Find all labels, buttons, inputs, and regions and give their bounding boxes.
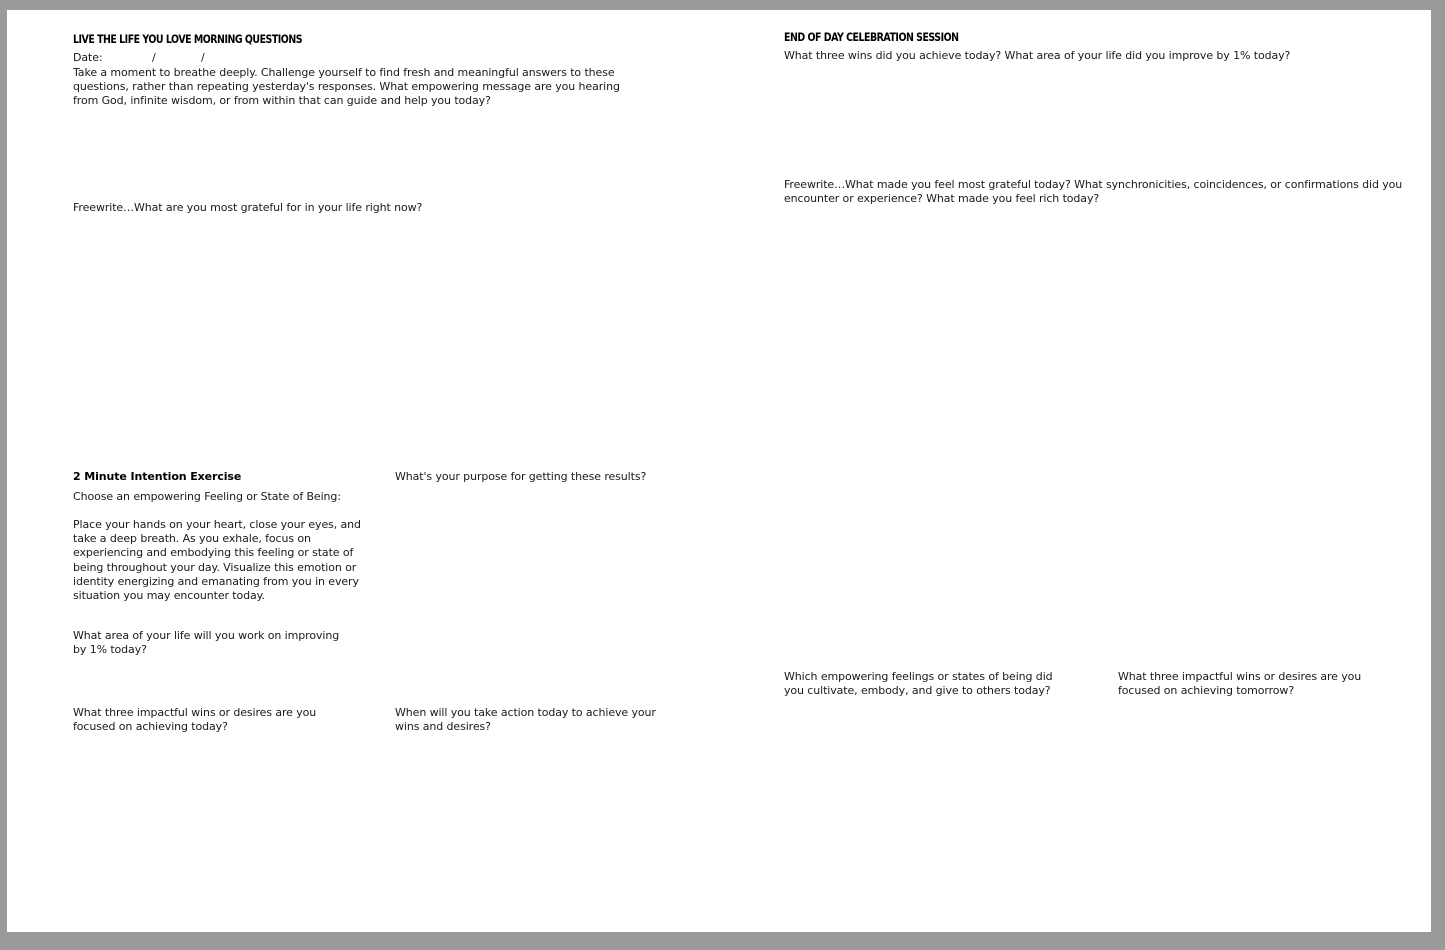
evening-freewrite-prompt: Freewrite…What made you feel most grateful today? What synchronicities, coincidences, or confirmations did you encounter or experience? What made you feel rich today? xyxy=(784,178,1403,206)
morning-freewrite-prompt: Freewrite…What are you most grateful for in your life right now? xyxy=(73,201,423,214)
intention-instructions: Place your hands on your heart, close your eyes, and take a deep breath. As you exhale, focus on experiencing and embodying this feeling or state of being throughout your day. Visualize this emotion or identity energizing and emanating from you in every situation you may encounter today. xyxy=(73,518,361,603)
wins-today-prompt: What three impactful wins or desires are you focused on achieving today? xyxy=(73,706,317,734)
intention-choose-feeling: Choose an empowering Feeling or State of Being: xyxy=(73,490,341,503)
evening-feelings-prompt: Which empowering feelings or states of being did you cultivate, embody, and give to others today? xyxy=(784,670,1053,698)
date-separator-1: / xyxy=(152,51,156,64)
date-separator-2: / xyxy=(201,51,205,64)
morning-title: LIVE THE LIFE YOU LOVE MORNING QUESTIONS xyxy=(73,32,303,46)
journal-page xyxy=(7,10,1431,932)
date-label: Date: xyxy=(73,51,103,64)
morning-intro: Take a moment to breathe deeply. Challenge yourself to find fresh and meaningful answers to these questions, rather than repeating yesterday's responses. What empowering message are you hearing from God, infinite wisdom, or from within that can guide and help you today? xyxy=(73,66,620,108)
wins-tomorrow-prompt: What three impactful wins or desires are you focused on achieving tomorrow? xyxy=(1118,670,1362,698)
improve-area-prompt: What area of your life will you work on improving by 1% today? xyxy=(73,629,340,657)
evening-title: END OF DAY CELEBRATION SESSION xyxy=(784,30,959,44)
action-when-prompt: When will you take action today to achieve your wins and desires? xyxy=(395,706,656,734)
purpose-prompt: What's your purpose for getting these results? xyxy=(395,470,647,483)
evening-wins-prompt: What three wins did you achieve today? What area of your life did you improve by 1% today? xyxy=(784,49,1291,62)
intention-exercise-title: 2 Minute Intention Exercise xyxy=(73,470,242,483)
